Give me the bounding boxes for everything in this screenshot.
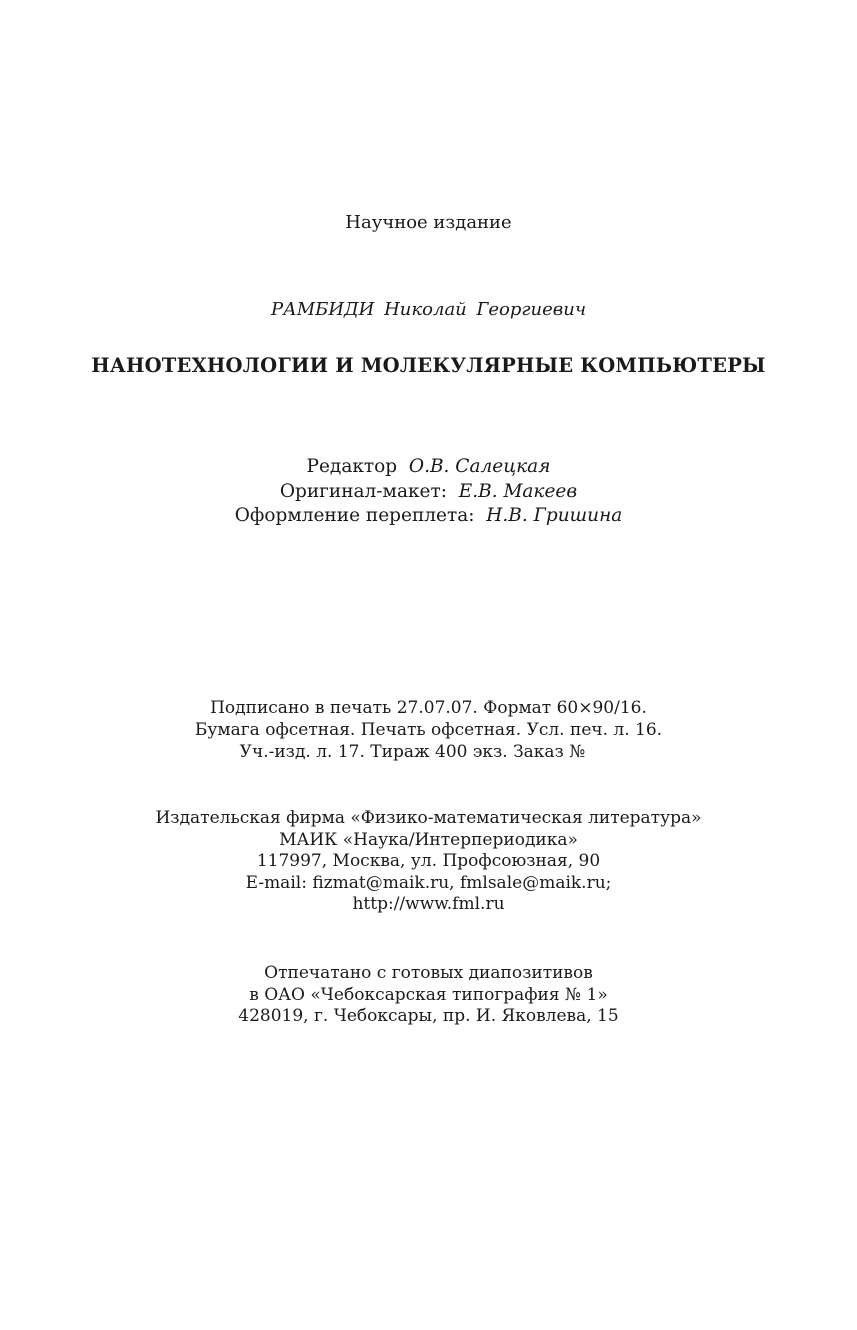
credit-role: Редактор xyxy=(306,456,398,477)
credit-role: Оригинал-макет: xyxy=(279,481,447,502)
publisher-line: Издательская фирма «Физико-математическая литература» xyxy=(155,808,702,828)
credit-layout xyxy=(0,480,857,504)
book-title: НАНОТЕХНОЛОГИИ И МОЛЕКУЛЯРНЫЕ КОМПЬЮТЕРЫ xyxy=(91,354,766,377)
print-detail-line: Уч.-изд. л. 17. Тираж 400 экз. Заказ № xyxy=(239,742,586,762)
printer-line: 428019, г. Чебоксары, пр. И. Яковлева, 15 xyxy=(238,1006,619,1026)
printer-line: в ОАО «Чебоксарская типография № 1» xyxy=(249,985,608,1005)
publisher-website: http://www.fml.ru xyxy=(352,894,505,914)
credit-person: Е.В. Макеев xyxy=(458,481,578,502)
printer-line: Отпечатано с готовых диапозитивов xyxy=(264,963,593,983)
credit-editor xyxy=(0,455,857,479)
credit-cover xyxy=(0,504,857,528)
print-detail-line: Бумага офсетная. Печать офсетная. Усл. печ. л. 16. xyxy=(194,720,663,740)
credit-person: О.В. Салецкая xyxy=(408,456,551,477)
print-detail-line: Подписано в печать 27.07.07. Формат 60×90/16. xyxy=(210,698,647,718)
publisher-line: 117997, Москва, ул. Профсоюзная, 90 xyxy=(256,851,601,871)
publisher-email: E-mail: fizmat@maik.ru, fmlsale@maik.ru; xyxy=(245,873,612,893)
author-name: РАМБИДИ Николай Георгиевич xyxy=(270,299,587,320)
credit-role: Оформление переплета: xyxy=(234,505,475,526)
publisher-line: МАИК «Наука/Интерпериодика» xyxy=(279,830,578,850)
credit-person: Н.В. Гришина xyxy=(486,505,623,526)
series-label: Научное издание xyxy=(345,212,512,233)
